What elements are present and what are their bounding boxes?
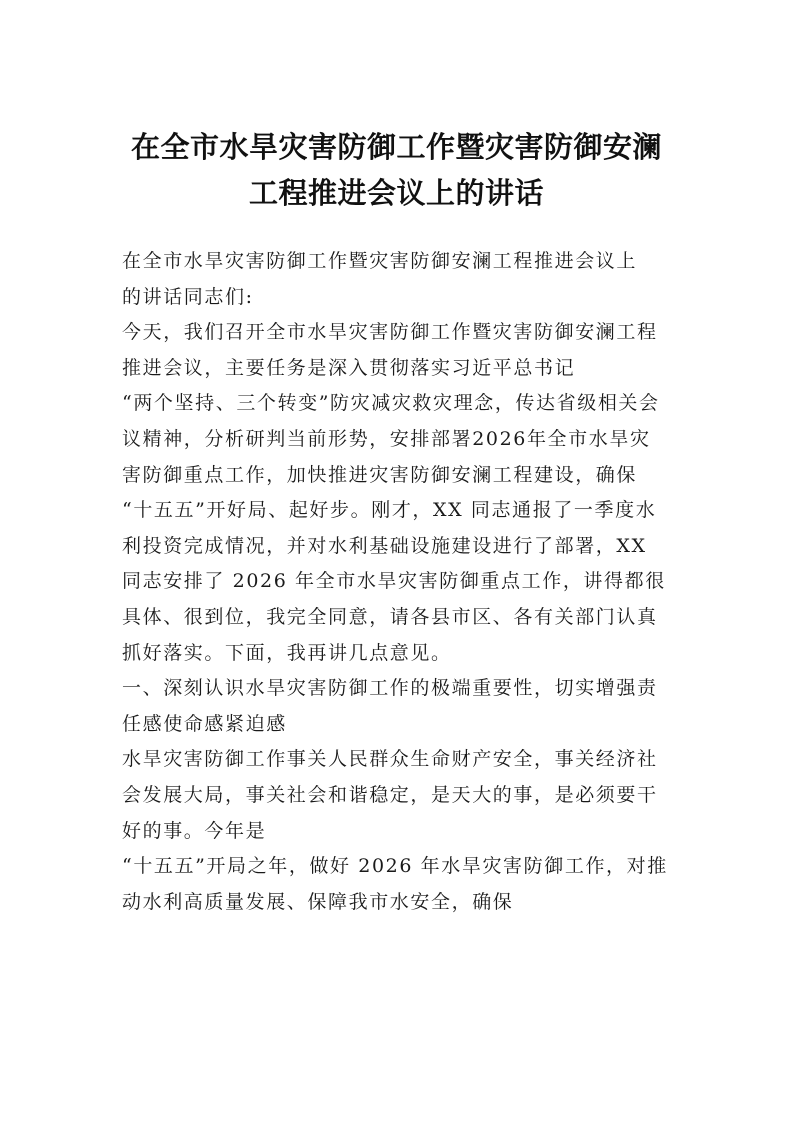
document-title-line-2: 工程推进会议上的讲话 <box>248 176 544 210</box>
body-line: 具体、很到位，我完全同意，请各县市区、各有关部门认真 <box>122 605 658 628</box>
body-line: 的讲话同志们: <box>122 285 254 308</box>
body-line: 议精神，分析研判当前形势，安排部署2026年全市水旱灾 <box>122 427 651 450</box>
body-line: 害防御重点工作，加快推进灾害防御安澜工程建设，确保 <box>122 463 638 486</box>
section-heading-line: 一、深刻认识水旱灾害防御工作的极端重要性，切实增强责 <box>122 677 658 700</box>
body-line: 利投资完成情况，并对水利基础设施建设进行了部署，XX <box>122 534 647 557</box>
body-line: 动水利高质量发展、保障我市水安全，确保 <box>122 890 514 913</box>
body-line: 抓好落实。下面，我再讲几点意见。 <box>122 641 452 664</box>
body-line: “两个坚持、三个转变”防灾减灾救灾理念，传达省级相关会 <box>122 392 660 415</box>
body-line: “十五五”开好局、起好步。刚才，XX 同志通报了一季度水 <box>122 499 657 522</box>
body-line: 今天，我们召开全市水旱灾害防御工作暨灾害防御安澜工程 <box>122 321 658 344</box>
body-line: 水旱灾害防御工作事关人民群众生命财产安全，事关经济社 <box>122 748 658 771</box>
document-title-line-1: 在全市水旱灾害防御工作暨灾害防御安澜 <box>130 130 662 164</box>
document-body <box>122 244 682 920</box>
body-line: “十五五”开局之年，做好 2026 年水旱灾害防御工作，对推 <box>122 855 668 878</box>
body-line: 好的事。今年是 <box>122 819 267 842</box>
body-line: 同志安排了 2026 年全市水旱灾害防御重点工作，讲得都很 <box>122 570 666 593</box>
body-line: 会发展大局，事关社会和谐稳定，是天大的事，是必须要干 <box>122 783 658 806</box>
body-line: 在全市水旱灾害防御工作暨灾害防御安澜工程推进会议上 <box>122 250 638 272</box>
body-line: 推进会议，主要任务是深入贯彻落实习近平总书记 <box>122 356 576 379</box>
section-heading-line: 任感使命感紧迫感 <box>122 712 287 735</box>
